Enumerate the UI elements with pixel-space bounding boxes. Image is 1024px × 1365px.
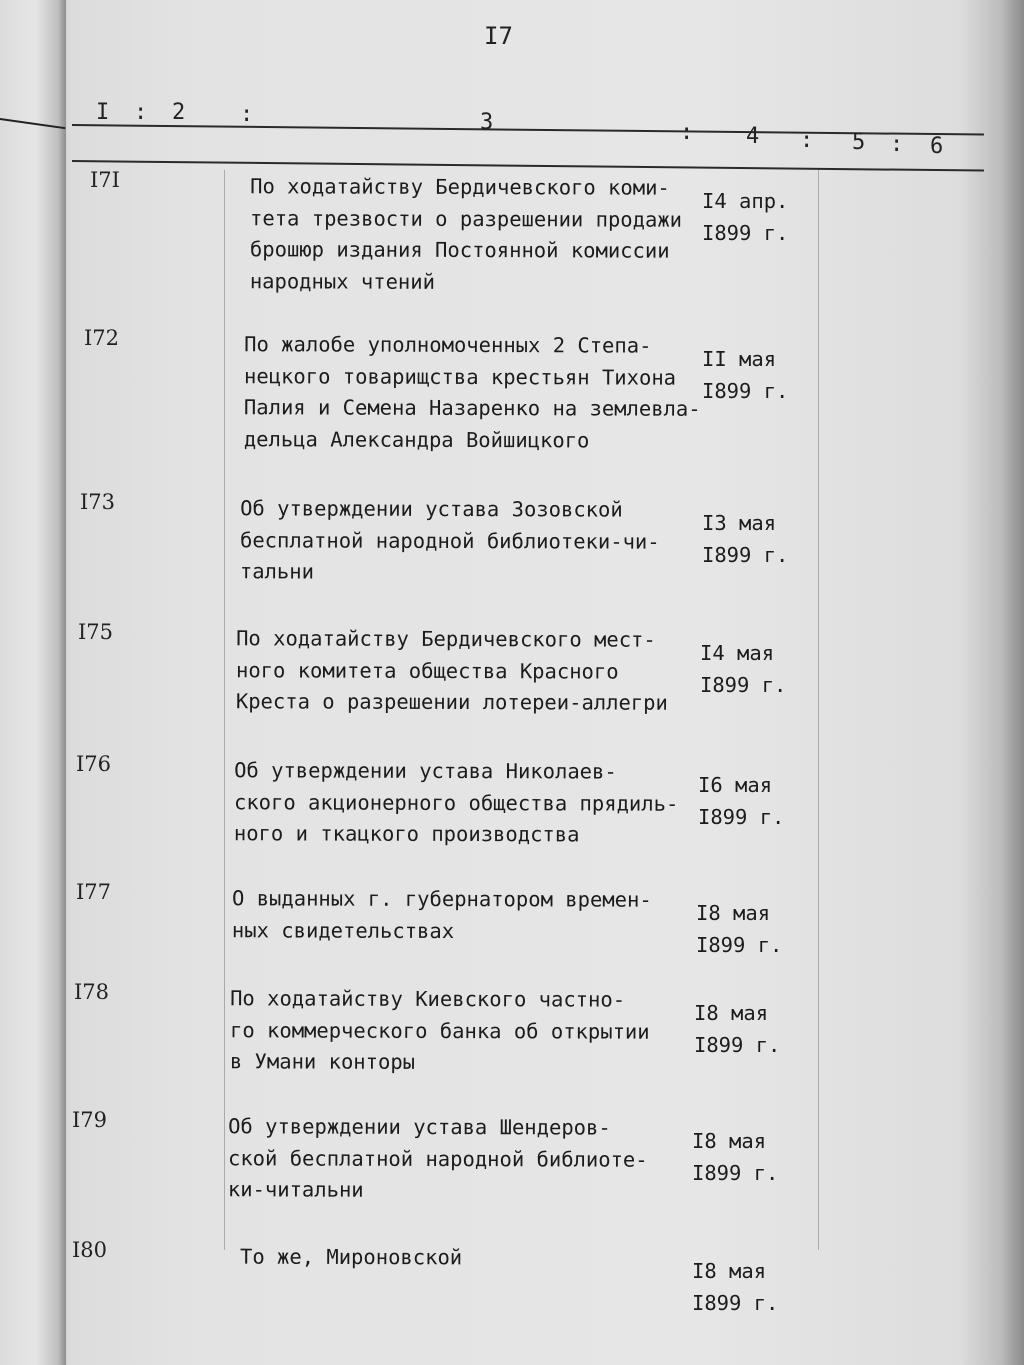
header-rule-bottom <box>72 160 984 172</box>
entry-title: О выданных г. губернатором времен- ных свидетельствах <box>231 886 652 943</box>
entry-date: I8 мая I899 г. <box>692 1129 779 1185</box>
entry-number: I72 <box>84 326 120 350</box>
entry-title: По ходатайству Бердичевского мест- ного комитета общества Красного Креста о разрешении лотереи-аллегри <box>235 626 668 715</box>
header-sep-5: : <box>890 132 904 157</box>
entry-title: Об утверждении устава Николаев- ского акционерного общества прядиль- ного и ткацкого производства <box>233 758 679 847</box>
entry-date: I3 мая I899 г. <box>702 511 789 567</box>
entry-date: I8 мая I899 г. <box>692 1259 779 1315</box>
entry-date: I6 мая I899 г. <box>698 773 785 829</box>
entry-title: По ходатайству Бердичевского коми- тета трезвости о разрешении продажи брошюр издания Постоянной комиссии народных чтений <box>249 174 683 294</box>
entry-number: I78 <box>74 980 110 1004</box>
header-sep-3: : <box>680 120 694 145</box>
header-col-6: 6 <box>930 134 944 159</box>
entry-date: I4 мая I899 г. <box>700 641 787 697</box>
entry-title: Об утверждении устава Зозовской бесплатной народной библиотеки-чи- тальни <box>239 496 660 584</box>
entry-number: I73 <box>80 490 116 514</box>
entry-title: По ходатайству Киевского частно- го коммерческого банка об открытии в Умани конторы <box>229 986 650 1074</box>
page-number: I7 <box>484 22 513 50</box>
entry-number: I79 <box>72 1108 108 1132</box>
header-rule-top <box>72 124 984 136</box>
previous-page-edge <box>0 0 66 1365</box>
entry-date: I4 апр. I899 г. <box>702 189 789 245</box>
header-sep-1: : <box>134 100 148 125</box>
entry-number: I7I <box>90 168 120 192</box>
entry-number: I80 <box>72 1238 108 1262</box>
header-sep-4: : <box>800 128 814 153</box>
header-col-5: 5 <box>852 130 866 155</box>
header-sep-2: : <box>240 102 254 127</box>
header-col-3: 3 <box>480 110 494 135</box>
entry-date: II мая I899 г. <box>702 347 789 403</box>
entry-number: I75 <box>78 620 114 644</box>
entry-number: I77 <box>76 880 112 904</box>
entry-title: То же, Мироновской <box>239 1244 463 1270</box>
header-col-2: 2 <box>172 100 186 125</box>
header-col-4: 4 <box>746 124 760 149</box>
entry-number: I76 <box>76 752 112 776</box>
header-col-1: I <box>96 100 110 125</box>
entry-date: I8 мая I899 г. <box>696 901 783 957</box>
entry-title: Об утверждении устава Шендеров- ской бесплатной народной библиоте- ки-читальни <box>227 1114 648 1202</box>
entry-title: По жалобе уполномоченных 2 Степа- нецкого товарищства крестьян Тихона Палия и Семена Назаренко на землевла- дельца Александра Войшицкого <box>243 332 701 452</box>
column-divider-right <box>818 170 819 1250</box>
column-divider-left <box>224 170 225 1250</box>
entry-date: I8 мая I899 г. <box>694 1001 781 1057</box>
